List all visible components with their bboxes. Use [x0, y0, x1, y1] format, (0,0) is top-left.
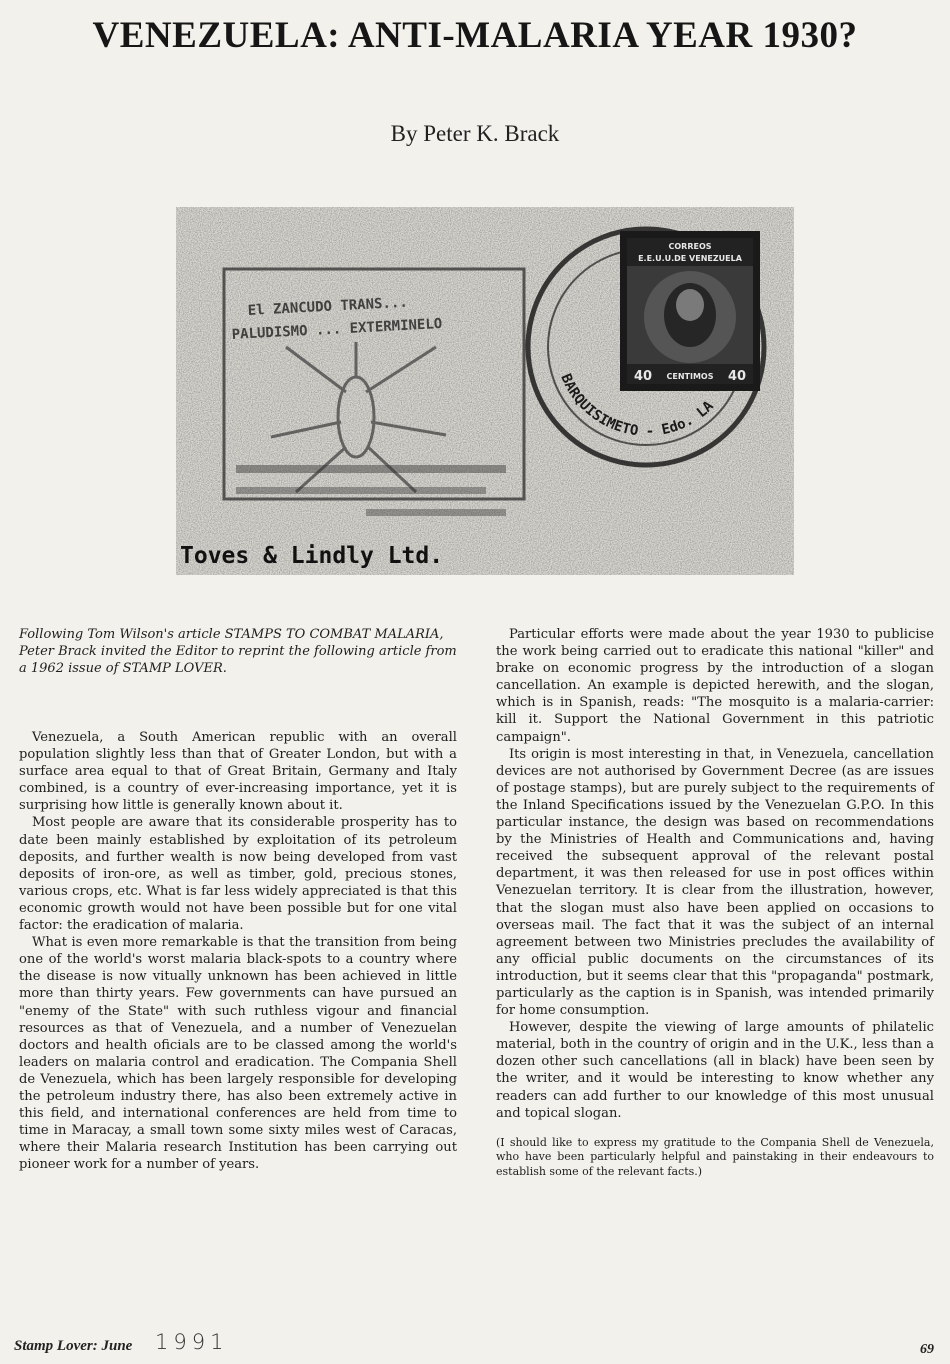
- body-paragraph: However, despite the viewing of large amounts of philatelic material, both in the country of origin and in the U.K., less than a dozen other such cancellations (all in black) have been seen by the writer, and it would be interesting to know whether any readers can add further to our knowledge of this most unusual and topical slogan.: [496, 1020, 934, 1121]
- slogan-line-2: PALUDISMO ... EXTERMINELO: [231, 315, 443, 343]
- article-title: VENEZUELA: ANTI-MALARIA YEAR 1930?: [92, 15, 858, 56]
- acknowledgement: (I should like to express my gratitude to the Compania Shell de Venezuela, who have been particularly helpful and painstaking in their endeavours to establish some of the relevant facts.): [496, 1135, 934, 1178]
- postmark-text: BARQUISIMETO - Edo. LA: [557, 371, 717, 440]
- footer-handwritten-year: 1991: [155, 1330, 229, 1354]
- body-paragraph: Venezuela, a South American republic with an overall population slightly less than that of Greater London, but with a surface area equal to that of Great Britain, Germany and Italy combined, is a country of ever-increasing importance, yet it is surprising how little is generally known about it.: [19, 730, 457, 814]
- body-paragraph: Particular efforts were made about the year 1930 to publicise the work being carried out to eradicate this national "killer" and brake on economic progress by the introduction of a slogan cancellation. An example is depicted herewith, and the slogan, which is in Spanish, reads: "The mosquito is a malaria-carrier: kill it. Support the National Government in this patriotic campaign".: [496, 627, 934, 745]
- cover-illustration: [176, 207, 794, 575]
- right-column: [496, 626, 934, 1179]
- postage-stamp: [620, 231, 760, 391]
- left-column: [19, 626, 457, 1173]
- stamp-value-right: 40: [728, 369, 747, 384]
- slogan-line-1: El ZANCUDO TRANS...: [247, 294, 409, 319]
- article-byline: By Peter K. Brack: [390, 121, 560, 146]
- stamp-correos: CORREOS: [668, 242, 712, 251]
- company-imprint: Toves & Lindly Ltd.: [180, 543, 444, 569]
- footer-publication: Stamp Lover: June: [14, 1338, 133, 1354]
- body-paragraph: Most people are aware that its considerable prosperity has to date been mainly established by exploitation of its petroleum deposits, and further wealth is now being developed from vast deposits of iron-ore, as well as timber, gold, precious stones, various crops, etc. What is far less widely appreciated is that this economic growth would not have been possible but for one vital factor: the eradication of malaria.: [19, 815, 457, 934]
- footer-page-number: 69: [920, 1342, 934, 1357]
- body-paragraph: Its origin is most interesting in that, in Venezuela, cancellation devices are not authorised by Government Decree (as are issues of postage stamps), but are purely subject to the requirements of the Inland Specifications issued by the Venezuelan G.P.O. In this particular instance, the design was based on recommendations by the Ministries of Health and Communications and, having received the subsequent approval of the relevant postal department, it was then released for use in post offices within Venezuelan territory. It is clear from the illustration, however, that the slogan must also have been applied on occasions to overseas mail. The fact that it was the subject of an internal agreement between two Ministries precludes the availability of any official public documents on the circumstances of its introduction, but it seems clear that this "propaganda" postmark, particularly as the caption is in Spanish, was intended primarily for home consumption.: [496, 746, 934, 1019]
- intro-note: Following Tom Wilson's article STAMPS TO COMBAT MALARIA, Peter Brack invited the Editor to reprint the following article from a 1962 issue of STAMP LOVER.: [19, 627, 457, 676]
- cover-image: [176, 207, 794, 575]
- stamp-value-left: 40: [634, 369, 653, 384]
- stamp-value-center: CENTIMOS: [666, 372, 714, 381]
- stamp-country: E.E.U.U.DE VENEZUELA: [638, 254, 742, 263]
- body-paragraph: What is even more remarkable is that the transition from being one of the world's worst malaria black-spots to a country where the disease is now vitually unknown has been achieved in little more than thirty years. Few governments can have pursued an "enemy of the State" with such ruthless vigour and financial resources as that of Venezuela, and a number of Venezuelan doctors and health oficials are to be classed among the world's leaders on malaria control and eradication. The Compania Shell de Venezuela, which has been largely responsible for developing the petroleum industry there, has also been extremely active in this field, and international conferences are held from time to time in Maracay, a small town some sixty miles west of Caracas, where their Malaria research Institution has been carrying out pioneer work for a number of years.: [19, 935, 457, 1173]
